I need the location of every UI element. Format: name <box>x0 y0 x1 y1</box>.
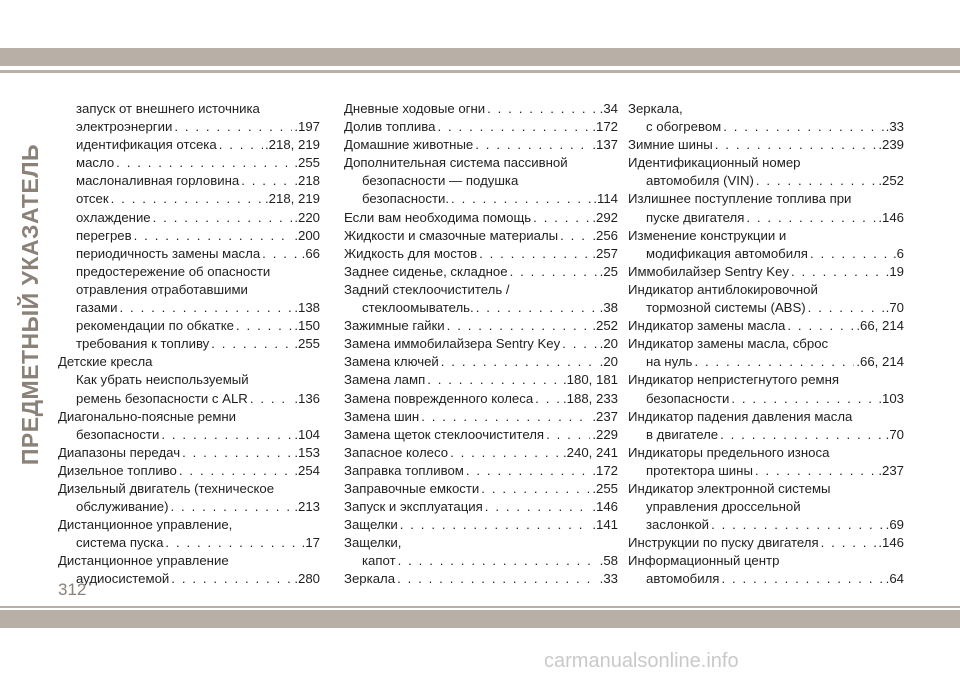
index-entry-text: Индикатор замены масла, сброс <box>628 336 829 352</box>
index-entry-text: в двигателе <box>646 426 719 442</box>
index-entry-text: Индикатор непристегнутого ремня <box>628 372 840 388</box>
dot-leader <box>479 245 590 263</box>
index-entry-page: .25 <box>599 263 618 279</box>
index-entry-page: .254 <box>294 462 320 478</box>
dot-leader <box>466 462 590 480</box>
dot-leader <box>153 209 293 227</box>
dot-leader <box>116 154 292 172</box>
index-entry <box>628 136 904 154</box>
index-entry <box>344 552 618 570</box>
index-entry-page: .69 <box>885 517 904 533</box>
index-entry <box>344 462 618 480</box>
dot-leader <box>450 444 561 462</box>
dot-leader <box>262 245 299 263</box>
index-entry-text: Инструкции по пуску двигателя <box>628 535 819 551</box>
index-entry-text: запуск от внешнего источника <box>76 101 260 116</box>
index-entry <box>344 281 618 299</box>
index-entry <box>58 100 320 118</box>
index-entry <box>58 462 320 480</box>
index-entry <box>628 498 904 516</box>
index-entry-text: Диапазоны передач <box>58 444 181 460</box>
index-entry <box>58 552 320 570</box>
index-entry-text: Дистанционное управление <box>58 553 229 569</box>
index-entry-page: .172 <box>592 462 618 478</box>
index-entry-page: .138 <box>294 300 320 316</box>
index-entry-text: охлаждение <box>76 209 151 225</box>
index-entry-text: Индикатор антиблокировочной <box>628 281 818 297</box>
dot-leader <box>174 118 292 136</box>
index-entry <box>58 353 320 371</box>
index-entry-text: предостережение об опасности <box>76 263 271 279</box>
top-margin <box>0 0 960 48</box>
index-entry-page: .146 <box>878 209 904 225</box>
dot-leader <box>485 498 591 516</box>
index-entry-text: Дистанционное управление, <box>58 517 233 533</box>
index-entry-text: безопасности <box>76 426 160 442</box>
header-rule <box>0 70 960 73</box>
index-entry-page: .255 <box>294 155 320 171</box>
index-entry-text: Если вам необходима помощь <box>344 209 532 225</box>
header-band <box>0 48 960 66</box>
index-entry <box>58 172 320 190</box>
index-entry-page: .114 <box>593 191 618 207</box>
dot-leader <box>171 498 293 516</box>
index-entry <box>58 335 320 353</box>
index-entry-page: .240, 241 <box>563 444 618 460</box>
index-entry-text: Запуск и эксплуатация <box>344 499 483 515</box>
index-entry <box>628 335 904 353</box>
index-entry-text: система пуска <box>76 535 164 551</box>
index-entry-text: отравления отработавшими <box>76 281 248 297</box>
dot-leader <box>694 353 854 371</box>
index-entry <box>344 480 618 498</box>
index-entry-text: электроэнергии <box>76 119 173 135</box>
dot-leader <box>533 209 590 227</box>
index-entry-text: Зимние шины <box>628 137 713 153</box>
dot-leader <box>821 534 877 552</box>
index-entry <box>628 190 904 208</box>
dot-leader <box>437 118 590 136</box>
index-entry <box>344 516 618 534</box>
dot-leader <box>397 570 598 588</box>
index-entry-text: безопасности. <box>362 191 450 207</box>
dot-leader <box>546 426 590 444</box>
index-entry-page: .255 <box>294 336 320 352</box>
dot-leader <box>723 118 883 136</box>
index-entry-page: .19 <box>885 263 904 279</box>
index-entry <box>344 190 618 208</box>
index-entry <box>628 534 904 552</box>
index-entry-page: .200 <box>294 227 320 243</box>
index-entry-text: Жидкости и смазочные материалы <box>344 227 559 243</box>
index-entry-text: Дизельное топливо <box>58 462 177 478</box>
index-entry <box>58 263 320 281</box>
dot-leader <box>451 190 591 208</box>
index-entry <box>628 480 904 498</box>
index-entry-text: Замена шин <box>344 408 420 424</box>
index-entry <box>344 118 618 136</box>
footer-rule <box>0 606 960 608</box>
index-entry <box>344 353 618 371</box>
index-entry-text: Идентификационный номер <box>628 155 801 171</box>
index-entry-text: капот <box>362 553 396 569</box>
index-entry <box>58 426 320 444</box>
dot-leader <box>161 426 292 444</box>
index-entry-text: Запасное колесо <box>344 444 449 460</box>
index-entry-text: Детские кресла <box>58 354 153 370</box>
index-entry <box>58 281 320 299</box>
index-entry <box>58 498 320 516</box>
index-column-3 <box>628 100 904 589</box>
index-entry-page: .237 <box>592 408 618 424</box>
index-entry-page: .17 <box>301 535 320 551</box>
index-entry-text: отсек <box>76 191 109 207</box>
index-entry-text: с обогревом <box>646 119 722 135</box>
dot-leader <box>510 263 598 281</box>
index-entry-text: Заднее сиденье, складное <box>344 263 508 279</box>
index-entry-text: маслоналивная горловина <box>76 173 240 189</box>
index-entry-page: .58 <box>599 553 618 569</box>
index-entry-text: Индикатор падения давления масла <box>628 408 853 424</box>
index-entry-text: Защелки <box>344 517 398 533</box>
index-entry <box>628 408 904 426</box>
index-entry <box>58 408 320 426</box>
index-entry-page: .150 <box>294 318 320 334</box>
index-entry <box>628 154 904 172</box>
index-entry-text: Излишнее поступление топлива при <box>628 191 852 207</box>
index-entry <box>628 353 904 371</box>
dot-leader <box>421 408 590 426</box>
index-entry-page: .252 <box>592 318 618 334</box>
index-entry-text: Иммобилайзер Sentry Key <box>628 263 789 279</box>
index-entry-page: .197 <box>294 119 320 135</box>
dot-leader <box>787 317 854 335</box>
index-entry-page: .280 <box>294 571 320 587</box>
index-entry-text: ремень безопасности с ALR <box>76 390 248 406</box>
index-entry <box>344 154 618 172</box>
index-entry-text: Заправка топливом <box>344 462 464 478</box>
dot-leader <box>427 371 561 389</box>
index-entry-page: .20 <box>599 336 618 352</box>
index-entry-text: Изменение конструкции и <box>628 227 787 243</box>
index-entry <box>58 534 320 552</box>
index-entry-page: .256 <box>592 227 618 243</box>
index-entry-text: Зеркала <box>344 571 396 587</box>
index-entry <box>58 190 320 208</box>
index-entry <box>58 444 320 462</box>
dot-leader <box>721 570 883 588</box>
dot-leader <box>182 444 292 462</box>
index-entry-page: .66 <box>301 245 320 261</box>
index-entry <box>344 245 618 263</box>
index-entry-text: стеклоомыватель. <box>362 300 474 316</box>
index-entry-page: .237 <box>878 462 904 478</box>
index-entry <box>58 136 320 154</box>
page-number: 312 <box>58 580 87 599</box>
index-entry-text: масло <box>76 155 115 171</box>
index-entry <box>628 390 904 408</box>
index-entry <box>628 570 904 588</box>
index-entry-text: аудиосистемой <box>76 571 170 587</box>
index-entry <box>344 299 618 317</box>
dot-leader <box>120 299 293 317</box>
index-entry-text: периодичность замены масла <box>76 245 261 261</box>
dot-leader <box>476 299 598 317</box>
index-entry <box>628 245 904 263</box>
index-entry <box>58 154 320 172</box>
dot-leader <box>560 227 590 245</box>
dot-leader <box>236 317 292 335</box>
index-entry <box>628 281 904 299</box>
index-entry <box>58 390 320 408</box>
index-entry-text: Замена ключей <box>344 354 439 370</box>
index-column-1 <box>58 100 320 589</box>
dot-leader <box>447 317 591 335</box>
index-entry-page: .255 <box>592 480 618 496</box>
index-entry <box>344 570 618 588</box>
index-entry <box>58 570 320 588</box>
index-entry <box>344 100 618 118</box>
index-entry-page: .66, 214 <box>856 354 904 370</box>
dot-leader <box>808 299 884 317</box>
index-entry <box>344 371 618 389</box>
index-entry <box>628 371 904 389</box>
index-entry-page: .137 <box>592 137 618 153</box>
index-entry <box>58 480 320 498</box>
index-entry <box>628 462 904 480</box>
index-entry-page: .34 <box>599 101 618 116</box>
dot-leader <box>219 136 263 154</box>
index-entry-text: модификация автомобиля <box>646 245 808 261</box>
index-entry-text: требования к топливу <box>76 336 210 352</box>
dot-leader <box>481 480 590 498</box>
dot-leader <box>755 462 876 480</box>
index-entry-text: Задний стеклоочиститель / <box>344 281 510 297</box>
index-entry <box>58 299 320 317</box>
dot-leader <box>441 353 598 371</box>
index-entry-text: тормозной системы (ABS) <box>646 300 806 316</box>
index-entry-page: .136 <box>294 390 320 406</box>
index-entry-page: .103 <box>878 390 904 406</box>
index-entry-text: Индикатор замены масла <box>628 318 786 334</box>
index-entry-text: Дизельный двигатель (техническое <box>58 480 275 496</box>
index-entry-text: Зажимные гайки <box>344 318 445 334</box>
index-entry <box>344 426 618 444</box>
dot-leader <box>756 172 876 190</box>
dot-leader <box>400 516 591 534</box>
dot-leader <box>134 227 293 245</box>
index-entry-text: заслонкой <box>646 517 710 533</box>
index-entry-page: .172 <box>592 119 618 135</box>
index-entry <box>628 516 904 534</box>
index-entry-text: Долив топлива <box>344 119 436 135</box>
side-title-text: ПРЕДМЕТНЫЙ УКАЗАТЕЛЬ <box>16 144 43 466</box>
index-entry-text: протектора шины <box>646 462 753 478</box>
index-entry-text: обслуживание) <box>76 499 169 515</box>
dot-leader <box>791 263 884 281</box>
index-entry-page: .180, 181 <box>563 372 618 388</box>
index-entry-page: .218, 219 <box>265 191 320 207</box>
index-entry-text: Информационный центр <box>628 553 780 569</box>
index-entry-page: .239 <box>878 137 904 153</box>
index-entry-text: на нуль <box>646 354 693 370</box>
index-entry <box>344 172 618 190</box>
index-entry <box>628 444 904 462</box>
index-entry-page: .218 <box>294 173 320 189</box>
dot-leader <box>165 534 299 552</box>
index-entry <box>344 263 618 281</box>
index-entry-page: .220 <box>294 209 320 225</box>
index-entry-page: .70 <box>885 426 904 442</box>
footer-band <box>0 610 960 628</box>
index-entry-text: Замена поврежденного колеса <box>344 390 534 406</box>
index-entry-page: .153 <box>294 444 320 460</box>
index-entry-page: .6 <box>893 245 904 261</box>
index-entry <box>344 227 618 245</box>
section-side-title <box>10 100 50 510</box>
index-entry-page: .252 <box>878 173 904 189</box>
index-entry-page: .213 <box>294 499 320 515</box>
index-entry <box>58 371 320 389</box>
index-entry <box>344 534 618 552</box>
index-entry <box>58 209 320 227</box>
dot-leader <box>475 136 590 154</box>
index-entry-page: .146 <box>592 499 618 515</box>
index-entry <box>628 172 904 190</box>
index-entry-text: автомобиля <box>646 571 720 587</box>
index-entry <box>58 118 320 136</box>
index-entry <box>344 136 618 154</box>
index-entry <box>58 227 320 245</box>
index-entry-page: .70 <box>885 300 904 316</box>
index-entry <box>628 552 904 570</box>
dot-leader <box>711 516 884 534</box>
index-entry-text: Диагонально-поясные ремни <box>58 408 237 424</box>
index-entry <box>628 118 904 136</box>
index-column-2 <box>344 100 618 589</box>
index-entry-page: .218, 219 <box>265 137 320 153</box>
index-entry <box>344 209 618 227</box>
index-entry <box>344 408 618 426</box>
index-entry-page: .188, 233 <box>563 390 618 406</box>
index-entry <box>344 317 618 335</box>
dot-leader <box>241 172 292 190</box>
dot-leader <box>731 390 876 408</box>
index-entry-text: Дополнительная система пассивной <box>344 155 568 171</box>
dot-leader <box>535 390 561 408</box>
index-entry <box>628 317 904 335</box>
index-entry <box>628 100 904 118</box>
index-entry <box>58 245 320 263</box>
index-entry-page: .64 <box>885 571 904 587</box>
index-entry <box>58 516 320 534</box>
dot-leader <box>487 100 598 118</box>
index-entry-page: .146 <box>878 535 904 551</box>
index-entry-text: Индикаторы предельного износа <box>628 444 830 460</box>
index-entry <box>628 227 904 245</box>
index-entry-text: Заправочные емкости <box>344 480 480 496</box>
index-entry-page: .292 <box>592 209 618 225</box>
index-entry-text: безопасности — подушка <box>362 173 519 189</box>
index-entry-page: .141 <box>592 517 618 533</box>
index-entry-text: Дневные ходовые огни <box>344 101 486 116</box>
index-entry <box>344 390 618 408</box>
index-entry-text: Замена щеток стеклоочистителя <box>344 426 545 442</box>
dot-leader <box>211 335 292 353</box>
index-entry <box>344 498 618 516</box>
dot-leader <box>720 426 884 444</box>
index-entry <box>628 263 904 281</box>
index-entry-text: газами <box>76 300 118 316</box>
dot-leader <box>810 245 891 263</box>
index-entry-page: .257 <box>592 245 618 261</box>
index-entry <box>628 209 904 227</box>
index-entry-text: Защелки, <box>344 535 402 551</box>
index-entry-text: управления дроссельной <box>646 499 801 515</box>
dot-leader <box>171 570 292 588</box>
index-entry-text: Индикатор электронной системы <box>628 480 831 496</box>
dot-leader <box>398 552 598 570</box>
index-entry <box>344 335 618 353</box>
index-entry-page: .104 <box>294 426 320 442</box>
dot-leader <box>746 209 876 227</box>
index-entry-text: пуске двигателя <box>646 209 745 225</box>
index-entry-page: .33 <box>599 571 618 587</box>
index-entry <box>344 444 618 462</box>
index-entry-text: перегрев <box>76 227 132 243</box>
index-entry-text: Как убрать неиспользуемый <box>76 372 249 388</box>
watermark: carmanualsonline.info <box>544 650 739 672</box>
index-entry <box>628 299 904 317</box>
index-entry-text: Замена ламп <box>344 372 426 388</box>
index-entry <box>628 426 904 444</box>
index-entry-text: Зеркала, <box>628 101 683 116</box>
index-entry <box>58 317 320 335</box>
index-entry-page: .33 <box>885 119 904 135</box>
index-entry-text: Замена иммобилайзера Sentry Key <box>344 336 561 352</box>
index-entry-page: .20 <box>599 354 618 370</box>
dot-leader <box>179 462 292 480</box>
index-entry-text: Жидкость для мостов <box>344 245 478 261</box>
index-entry-page: .229 <box>592 426 618 442</box>
index-entry-text: рекомендации по обкатке <box>76 318 235 334</box>
index-entry-text: автомобиля (VIN) <box>646 173 754 189</box>
index-entry-text: идентификация отсека <box>76 137 217 153</box>
index-entry-text: Домашние животные <box>344 137 474 153</box>
dot-leader <box>562 335 597 353</box>
index-entry-page: .66, 214 <box>856 318 904 334</box>
dot-leader <box>250 390 292 408</box>
index-entry-text: безопасности <box>646 390 730 406</box>
index-entry-page: .38 <box>599 300 618 316</box>
dot-leader <box>715 136 877 154</box>
dot-leader <box>111 190 263 208</box>
